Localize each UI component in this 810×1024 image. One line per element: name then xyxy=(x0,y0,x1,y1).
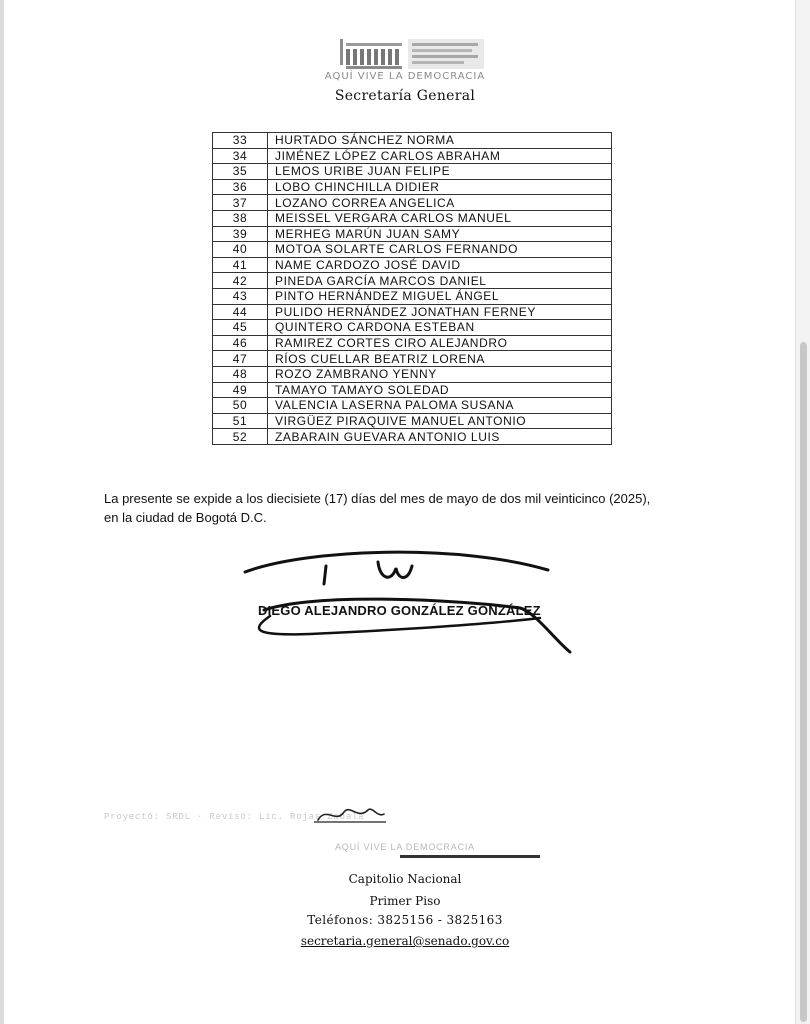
member-name: LOZANO CORREA ANGELICA xyxy=(268,195,612,211)
drafted-by-initials: Proyectó: SRDL · Revisó: Lic. Rojas Zabala xyxy=(104,812,365,822)
member-name: LEMOS URIBE JUAN FELIPE xyxy=(268,164,612,180)
page-edge xyxy=(0,0,4,1024)
member-number: 35 xyxy=(213,164,268,180)
member-number: 34 xyxy=(213,148,268,164)
table-row xyxy=(213,148,612,164)
member-name: HURTADO SÁNCHEZ NORMA xyxy=(268,133,612,149)
member-name: RAMIREZ CORTES CIRO ALEJANDRO xyxy=(268,335,612,351)
table-row xyxy=(213,226,612,242)
table-row xyxy=(213,366,612,382)
footer-building: Capitolio Nacional xyxy=(348,872,462,886)
member-number: 50 xyxy=(213,398,268,414)
statement-line-2: en la ciudad de Bogotá D.C. xyxy=(104,510,267,525)
handwritten-signature xyxy=(230,540,580,660)
member-name: VIRGÜEZ PIRAQUIVE MANUEL ANTONIO xyxy=(268,413,612,429)
table-row xyxy=(213,164,612,180)
signer-name: DIEGO ALEJANDRO GONZÁLEZ GONZÁLEZ xyxy=(258,603,541,618)
member-number: 45 xyxy=(213,320,268,336)
table-row xyxy=(213,382,612,398)
table-row xyxy=(213,335,612,351)
members-table xyxy=(212,132,612,445)
member-number: 36 xyxy=(213,179,268,195)
table-row xyxy=(213,398,612,414)
member-name: PINTO HERNÁNDEZ MIGUEL ÁNGEL xyxy=(268,288,612,304)
member-name: TAMAYO TAMAYO SOLEDAD xyxy=(268,382,612,398)
member-number: 41 xyxy=(213,257,268,273)
issuance-statement xyxy=(104,489,734,527)
scrollbar-track[interactable] xyxy=(795,0,810,1024)
table-row xyxy=(213,304,612,320)
organization-title: Secretaría General xyxy=(334,88,476,104)
table-row xyxy=(213,210,612,226)
member-number: 47 xyxy=(213,351,268,367)
member-name: LOBO CHINCHILLA DIDIER xyxy=(268,179,612,195)
member-name: JIMÉNEZ LÓPEZ CARLOS ABRAHAM xyxy=(268,148,612,164)
member-number: 40 xyxy=(213,242,268,258)
statement-line-1: La presente se expide a los diecisiete (17) días del mes de mayo de dos mil veinticinco (2025), xyxy=(104,491,651,506)
member-name: RÍOS CUELLAR BEATRIZ LORENA xyxy=(268,351,612,367)
initials-scribble xyxy=(312,802,392,826)
member-number: 48 xyxy=(213,366,268,382)
member-name: ZABARAIN GUEVARA ANTONIO LUIS xyxy=(268,429,612,445)
member-name: MOTOA SOLARTE CARLOS FERNANDO xyxy=(268,242,612,258)
footer-floor: Primer Piso xyxy=(369,894,441,908)
seal-motto: AQUÍ VIVE LA DEMOCRACIA xyxy=(324,71,486,82)
member-number: 46 xyxy=(213,335,268,351)
member-name: ROZO ZAMBRANO YENNY xyxy=(268,366,612,382)
member-name: NAME CARDOZO JOSÉ DAVID xyxy=(268,257,612,273)
footer-rule xyxy=(400,855,540,858)
table-row xyxy=(213,273,612,289)
senate-seal-logo xyxy=(338,33,488,71)
footer-motto-faint: AQUÍ VIVE LA DEMOCRACIA xyxy=(335,842,475,852)
table-row xyxy=(213,413,612,429)
member-number: 33 xyxy=(213,133,268,149)
table-row xyxy=(213,195,612,211)
footer-phones: Teléfonos: 3825156 - 3825163 xyxy=(307,913,503,927)
table-row xyxy=(213,351,612,367)
member-number: 37 xyxy=(213,195,268,211)
member-name: VALENCIA LASERNA PALOMA SUSANA xyxy=(268,398,612,414)
footer-email-link[interactable]: secretaria.general@senado.gov.co xyxy=(300,934,510,948)
member-number: 39 xyxy=(213,226,268,242)
member-name: PULIDO HERNÁNDEZ JONATHAN FERNEY xyxy=(268,304,612,320)
member-number: 38 xyxy=(213,210,268,226)
table-row xyxy=(213,429,612,445)
member-name: MEISSEL VERGARA CARLOS MANUEL xyxy=(268,210,612,226)
member-name: QUINTERO CARDONA ESTEBAN xyxy=(268,320,612,336)
table-row xyxy=(213,288,612,304)
member-number: 52 xyxy=(213,429,268,445)
member-number: 43 xyxy=(213,288,268,304)
member-number: 49 xyxy=(213,382,268,398)
table-row xyxy=(213,242,612,258)
member-number: 42 xyxy=(213,273,268,289)
member-name: MERHEG MARÚN JUAN SAMY xyxy=(268,226,612,242)
member-name: PINEDA GARCÍA MARCOS DANIEL xyxy=(268,273,612,289)
table-row xyxy=(213,179,612,195)
table-row xyxy=(213,133,612,149)
table-row xyxy=(213,320,612,336)
table-row xyxy=(213,257,612,273)
member-number: 44 xyxy=(213,304,268,320)
member-number: 51 xyxy=(213,413,268,429)
